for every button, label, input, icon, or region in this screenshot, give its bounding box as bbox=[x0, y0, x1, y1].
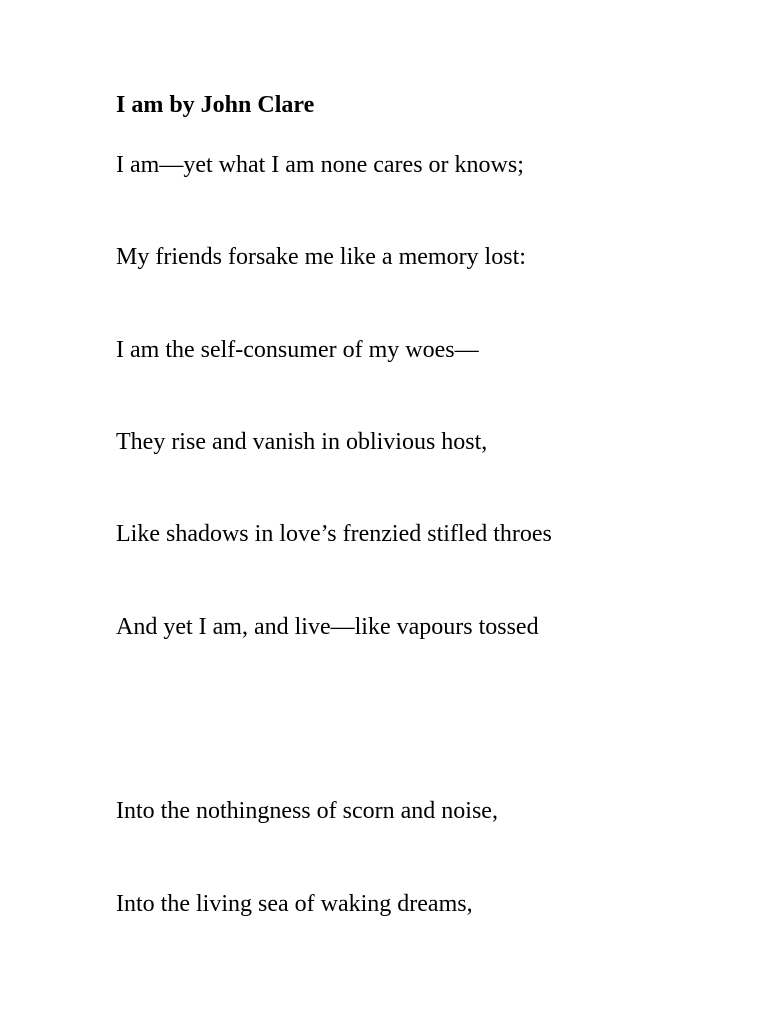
poem-line-8: Into the living sea of waking dreams, bbox=[116, 891, 473, 917]
poem-line-6: And yet I am, and live—like vapours tossed bbox=[116, 614, 539, 640]
poem-line-7: Into the nothingness of scorn and noise, bbox=[116, 798, 498, 824]
poem-line-3: I am the self-consumer of my woes— bbox=[116, 337, 479, 363]
poem-title: I am by John Clare bbox=[116, 92, 315, 118]
poem-line-2: My friends forsake me like a memory lost: bbox=[116, 244, 526, 270]
poem-line-1: I am—yet what I am none cares or knows; bbox=[116, 152, 524, 178]
poem-line-4: They rise and vanish in oblivious host, bbox=[116, 429, 488, 455]
poem-line-5: Like shadows in love’s frenzied stifled throes bbox=[116, 521, 552, 547]
